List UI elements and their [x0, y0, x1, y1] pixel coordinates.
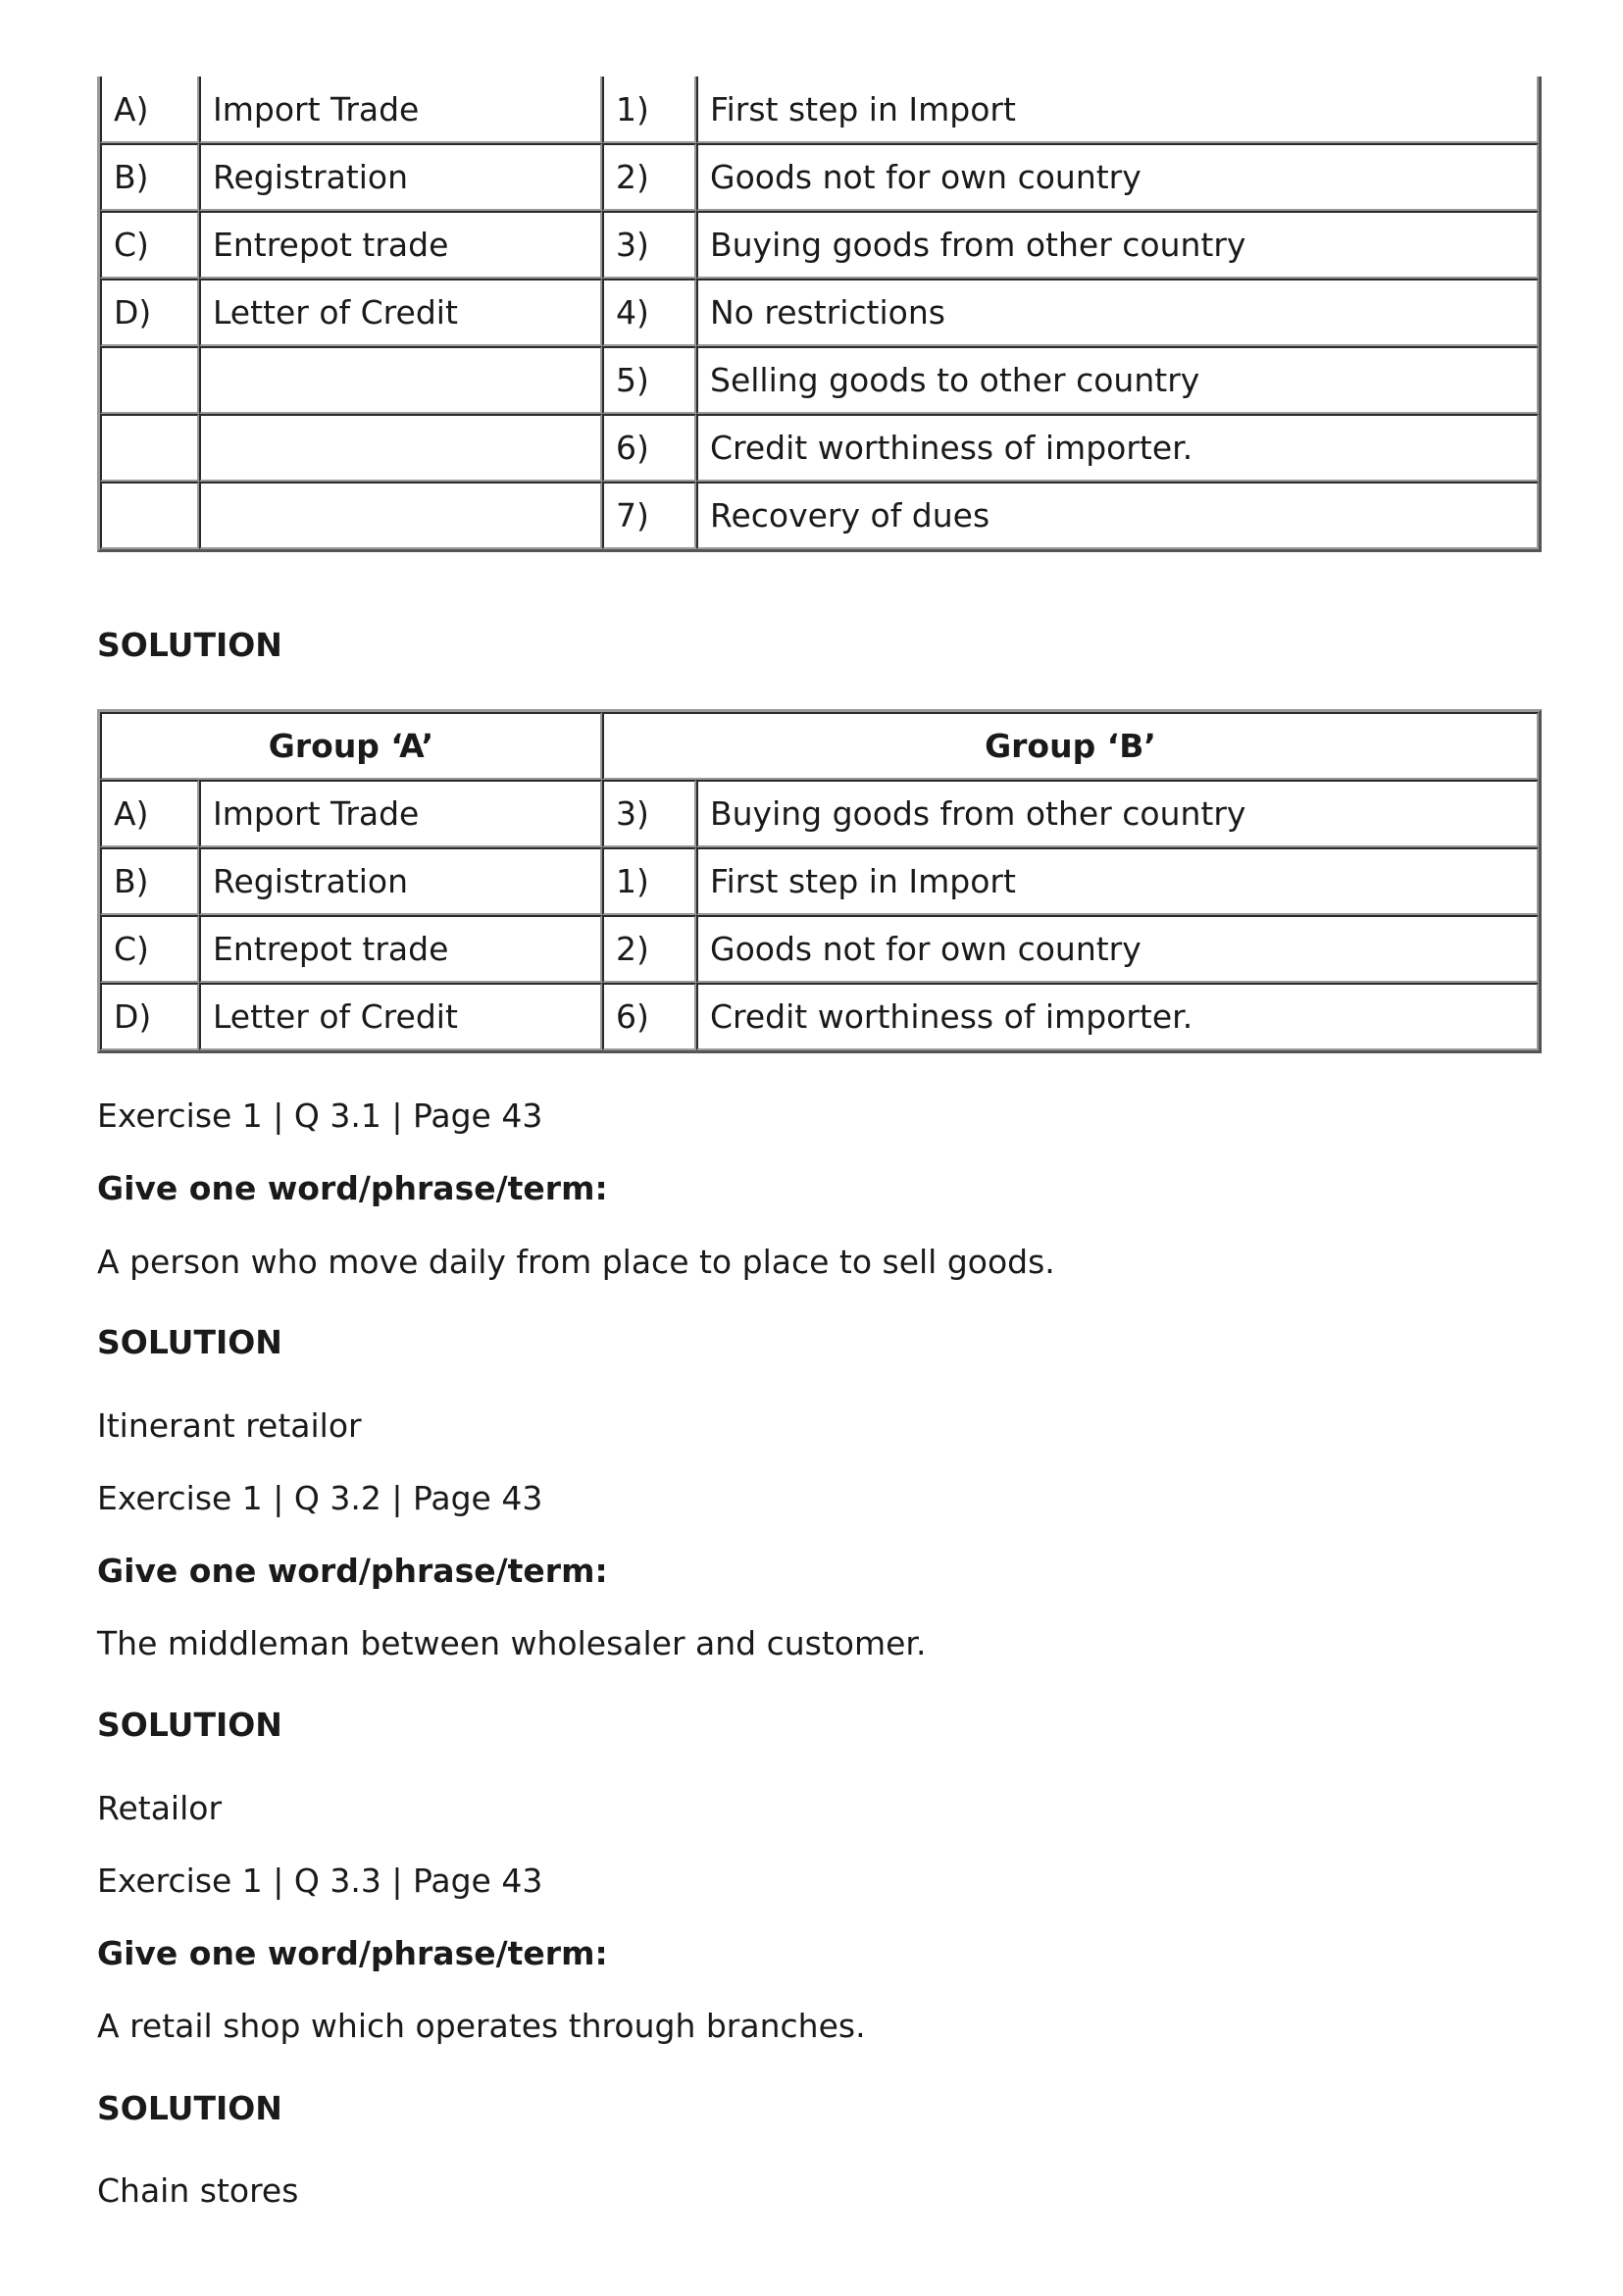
match-question-table — [97, 77, 1542, 552]
solution-answer: Itinerant retailor — [97, 1406, 362, 1445]
group-b-meaning: First step in Import — [696, 77, 1539, 143]
table-row — [100, 983, 1539, 1050]
exercise-instruction: Give one word/phrase/term: — [97, 1169, 608, 1207]
group-a-key — [100, 482, 199, 549]
group-a-term: Letter of Credit — [199, 983, 602, 1050]
table-row — [100, 847, 1539, 915]
solution-answer: Chain stores — [97, 2171, 299, 2210]
exercise-question: A retail shop which operates through branches. — [97, 2007, 866, 2045]
group-a-key: D) — [100, 279, 199, 346]
group-a-term — [199, 482, 602, 549]
solution-heading: SOLUTION — [97, 1706, 282, 1744]
group-a-term: Entrepot trade — [199, 915, 602, 983]
group-a-key: B) — [100, 143, 199, 211]
solution-answer: Retailor — [97, 1789, 223, 1827]
group-b-key: 1) — [602, 847, 696, 915]
group-a-term: Registration — [199, 847, 602, 915]
match-solution-table — [97, 709, 1542, 1053]
group-a-term: Import Trade — [199, 780, 602, 847]
exercise-instruction: Give one word/phrase/term: — [97, 1934, 608, 1972]
table-row — [100, 414, 1539, 482]
group-b-key: 4) — [602, 279, 696, 346]
table-row — [100, 77, 1539, 143]
group-b-meaning: Selling goods to other country — [696, 346, 1539, 414]
group-a-key: C) — [100, 915, 199, 983]
solution-heading: SOLUTION — [97, 1323, 282, 1361]
table-row — [100, 915, 1539, 983]
table-row — [100, 780, 1539, 847]
solution-heading: SOLUTION — [97, 2089, 282, 2127]
group-a-term — [199, 414, 602, 482]
group-a-key: D) — [100, 983, 199, 1050]
group-b-key: 2) — [602, 143, 696, 211]
group-a-key: A) — [100, 77, 199, 143]
group-b-key: 3) — [602, 211, 696, 279]
group-a-key: A) — [100, 780, 199, 847]
exercise-instruction: Give one word/phrase/term: — [97, 1552, 608, 1590]
group-b-meaning: First step in Import — [696, 847, 1539, 915]
table-row — [100, 482, 1539, 549]
exercise-reference: Exercise 1 | Q 3.1 | Page 43 — [97, 1097, 543, 1135]
group-a-key — [100, 346, 199, 414]
group-b-meaning: Goods not for own country — [696, 915, 1539, 983]
group-b-meaning: Credit worthiness of importer. — [696, 414, 1539, 482]
group-b-key: 5) — [602, 346, 696, 414]
exercise-question: The middleman between wholesaler and customer. — [97, 1624, 927, 1662]
group-b-meaning: Credit worthiness of importer. — [696, 983, 1539, 1050]
group-b-meaning: Recovery of dues — [696, 482, 1539, 549]
exercise-question: A person who move daily from place to place to sell goods. — [97, 1243, 1055, 1281]
group-b-meaning: Buying goods from other country — [696, 780, 1539, 847]
exercise-reference: Exercise 1 | Q 3.2 | Page 43 — [97, 1479, 543, 1517]
group-b-key: 1) — [602, 77, 696, 143]
group-b-meaning: Goods not for own country — [696, 143, 1539, 211]
group-b-key: 2) — [602, 915, 696, 983]
table-row — [100, 346, 1539, 414]
group-b-key: 7) — [602, 482, 696, 549]
group-a-key: C) — [100, 211, 199, 279]
group-b-key: 3) — [602, 780, 696, 847]
group-a-key — [100, 414, 199, 482]
table-row — [100, 211, 1539, 279]
group-a-header: Group ‘A’ — [100, 712, 602, 780]
table-header-row — [100, 712, 1539, 780]
exercise-reference: Exercise 1 | Q 3.3 | Page 43 — [97, 1862, 543, 1900]
group-a-key: B) — [100, 847, 199, 915]
group-a-term: Entrepot trade — [199, 211, 602, 279]
group-a-term: Registration — [199, 143, 602, 211]
table-row — [100, 143, 1539, 211]
group-b-key: 6) — [602, 983, 696, 1050]
table-row — [100, 279, 1539, 346]
group-a-term: Import Trade — [199, 77, 602, 143]
group-a-term: Letter of Credit — [199, 279, 602, 346]
group-b-meaning: Buying goods from other country — [696, 211, 1539, 279]
group-a-term — [199, 346, 602, 414]
group-b-meaning: No restrictions — [696, 279, 1539, 346]
group-b-header: Group ‘B’ — [602, 712, 1539, 780]
group-b-key: 6) — [602, 414, 696, 482]
solution-heading: SOLUTION — [97, 626, 282, 664]
